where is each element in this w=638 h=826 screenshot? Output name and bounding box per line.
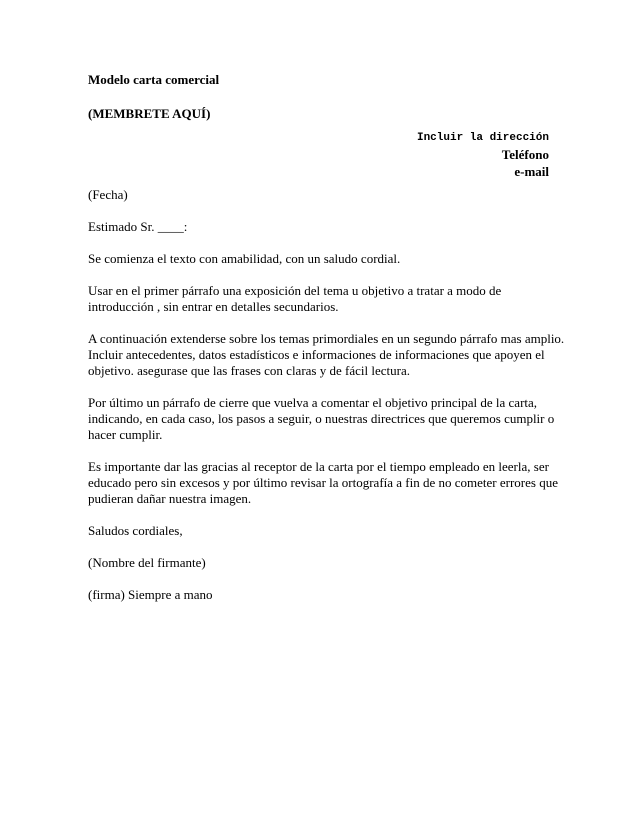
- address-block: [417, 130, 549, 180]
- greeting-line: Estimado Sr. ____:: [88, 219, 188, 234]
- document-title: Modelo carta comercial: [88, 72, 220, 87]
- paragraph-line: Por último un párrafo de cierre que vuelva a comentar el objetivo principal de la carta,: [88, 395, 538, 410]
- email-line: e-mail: [514, 164, 549, 179]
- phone-line: Teléfono: [501, 147, 549, 162]
- address-line: Incluir la dirección: [416, 132, 549, 144]
- paragraph-line: educado pero sin excesos y por último revisar la ortografía a fin de no cometer errores que: [88, 475, 558, 490]
- paragraph-line: A continuación extenderse sobre los temas primordiales en un segundo párrafo mas amplio.: [88, 331, 565, 346]
- paragraph-introduction: [88, 283, 558, 315]
- paragraph-thanks: [88, 459, 558, 507]
- paragraph-line: Incluir antecedentes, datos estadísticos e informaciones de informaciones que apoyen el: [88, 347, 545, 362]
- paragraph-line: Es importante dar las gracias al receptor de la carta por el tiempo empleado en leerla, ser: [88, 459, 549, 474]
- closing-line: Saludos cordiales,: [88, 523, 183, 538]
- paragraph-line: Se comienza el texto con amabilidad, con un saludo cordial.: [88, 251, 401, 266]
- paragraph-line: hacer cumplir.: [88, 427, 163, 442]
- paragraph-opening: [88, 251, 558, 267]
- paragraph-line: introducción , sin entrar en detalles secundarios.: [88, 299, 339, 314]
- paragraph-line: Usar en el primer párrafo una exposición del tema u objetivo a tratar a modo de: [88, 283, 502, 298]
- signature-line: (firma) Siempre a mano: [88, 587, 213, 602]
- paragraph-line: pudieran dañar nuestra imagen.: [88, 491, 252, 506]
- letter-body: [88, 187, 565, 619]
- paragraph-line: objetivo. asegurase que las frases con claras y de fácil lectura.: [88, 363, 410, 378]
- signer-line: (Nombre del firmante): [88, 555, 206, 570]
- letterhead-placeholder: (MEMBRETE AQUÍ): [88, 106, 211, 121]
- date-line: (Fecha): [88, 187, 128, 202]
- paragraph-closing: [88, 395, 558, 443]
- paragraph-line: indicando, en cada caso, los pasos a seguir, o nuestras directrices que queremos cumplir o: [88, 411, 555, 426]
- paragraph-development: [88, 331, 565, 379]
